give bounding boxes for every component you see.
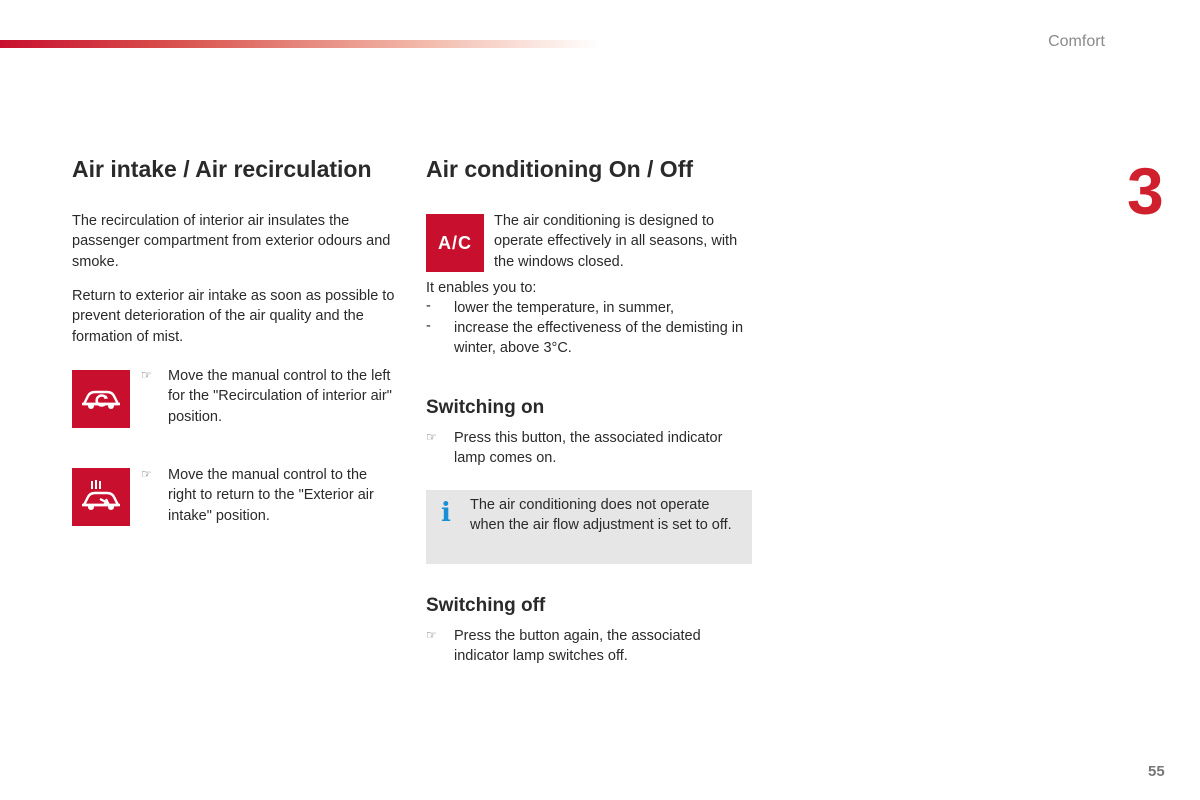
header-accent-bar xyxy=(0,40,600,48)
exterior-air-intake-icon xyxy=(72,468,130,526)
switch-off-text: Press the button again, the associated indicator lamp switches off. xyxy=(454,628,701,665)
switching-off-title: Switching off xyxy=(426,595,546,616)
chapter-number: 3 xyxy=(1127,154,1164,228)
switching-on-title: Switching on xyxy=(426,397,545,418)
step-1-bullet: ☞ xyxy=(141,368,152,382)
list-item-1: lower the temperature, in summer, xyxy=(454,300,675,316)
step-1-text: Move the manual control to the left for the "Recirculation of interior air" position. xyxy=(168,368,392,425)
step-2-text: Move the manual control to the right to return to the "Exterior air intake" position. xyxy=(168,467,374,524)
ac-button-icon: A/C xyxy=(426,214,484,272)
enables-text: It enables you to: xyxy=(426,280,537,296)
info-note xyxy=(426,490,752,564)
exterior-intake-paragraph: Return to exterior air intake as soon as possible to prevent deterioration of the air quality and the formation of mist. xyxy=(72,288,395,345)
page-number: 55 xyxy=(1148,763,1165,780)
section-title-air-conditioning: Air conditioning On / Off xyxy=(426,156,694,182)
step-2-bullet: ☞ xyxy=(141,467,152,481)
ac-intro-text: The air conditioning is designed to operate effectively in all seasons, with the windows closed. xyxy=(494,213,738,270)
switch-on-bullet: ☞ xyxy=(426,430,437,444)
switch-on-text: Press this button, the associated indicator lamp comes on. xyxy=(454,430,723,467)
air-recirculation-icon xyxy=(72,370,130,428)
list-dash-1: - xyxy=(426,298,431,314)
section-title-air-intake: Air intake / Air recirculation xyxy=(72,156,372,182)
list-dash-2: - xyxy=(426,318,431,334)
switch-off-bullet: ☞ xyxy=(426,628,437,642)
list-item-2: increase the effectiveness of the demisting in winter, above 3°C. xyxy=(454,320,744,357)
section-label: Comfort xyxy=(1048,33,1105,50)
info-note-text: The air conditioning does not operate when the air flow adjustment is set to off. xyxy=(470,497,732,534)
info-icon: i xyxy=(441,498,451,528)
recirculation-paragraph: The recirculation of interior air insulates the passenger compartment from exterior odours and smoke. xyxy=(72,213,391,270)
